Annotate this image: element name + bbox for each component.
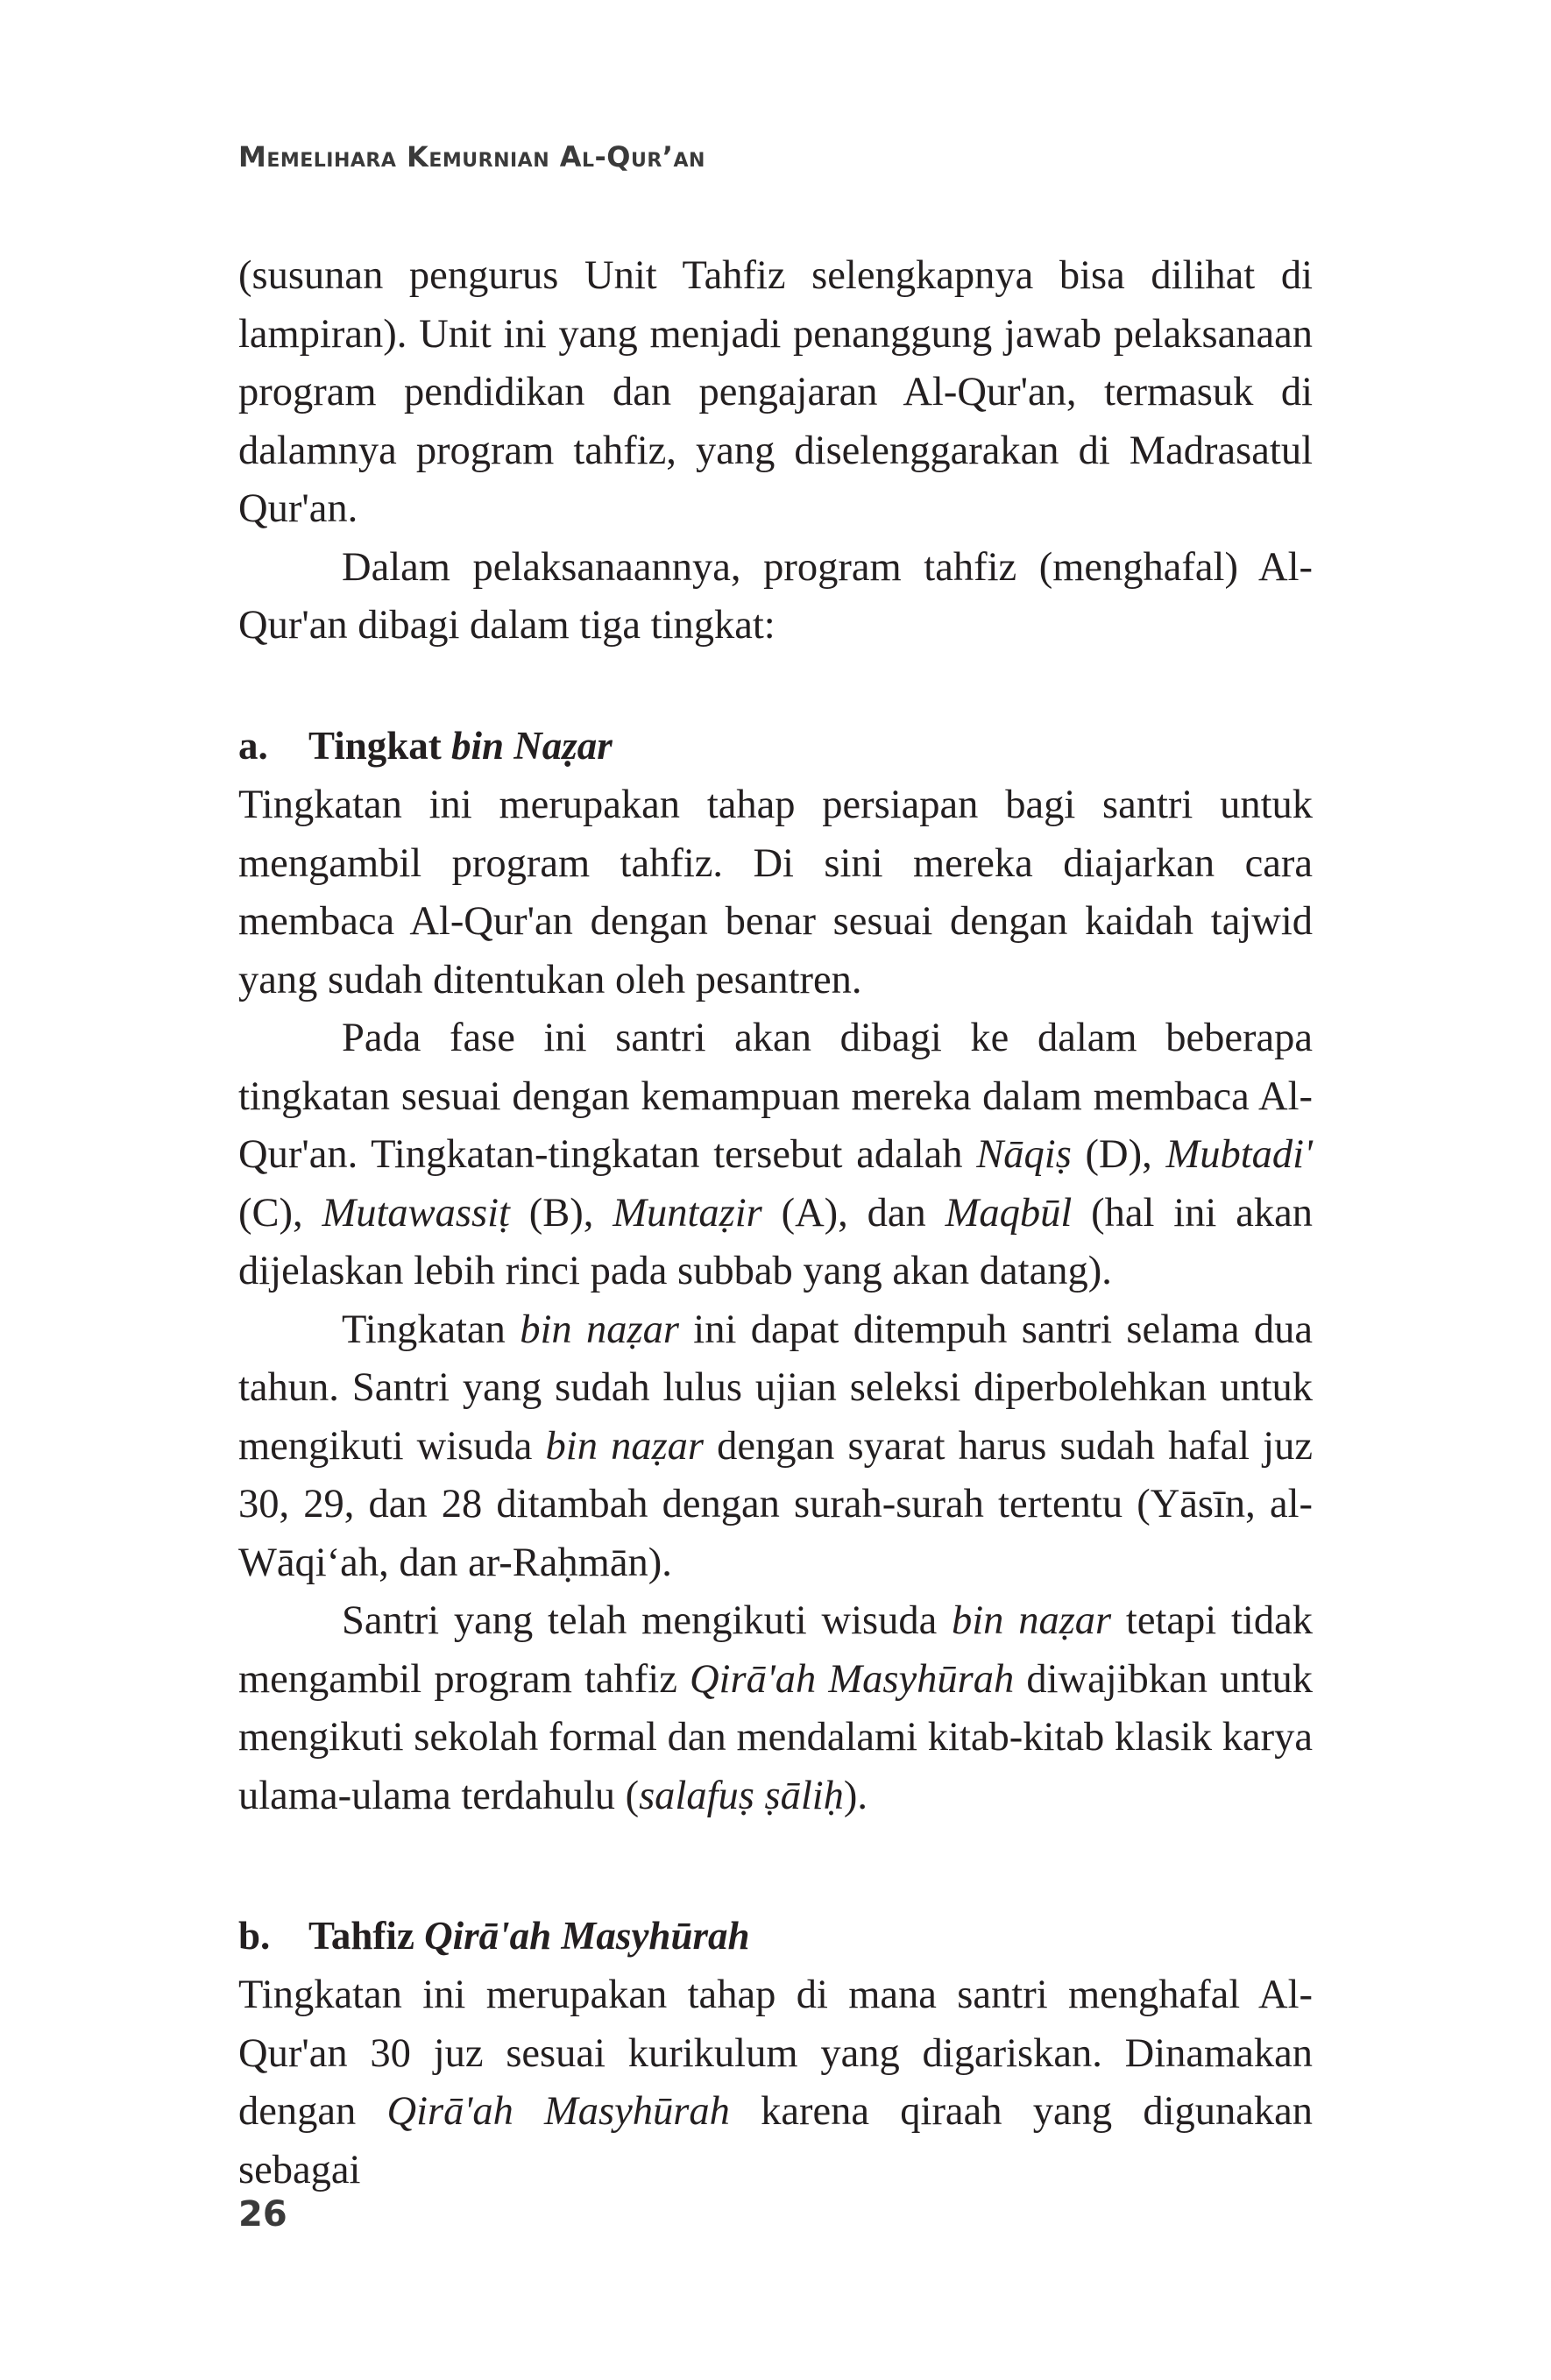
intro-paragraph-1: (susunan pengurus Unit Tahfiz selengkapnya bisa dilihat di lampiran). Unit ini yang menjadi penanggung jawab pelaksanaan program pendidikan dan pengajaran Al-Qur'an, termasuk di dalamnya program tahfiz, yang diselenggarakan di Madrasatul Qur'an. [238,253,1313,531]
section-b-letter: b. [238,1914,271,1958]
section-a-body [238,776,1313,1825]
section-a-paragraph-2: Pada fase ini santri akan dibagi ke dalam beberapa tingkatan sesuai dengan kemampuan mereka dalam membaca Al-Qur'an. Tingkatan-tingkatan tersebut adalah Nāqiṣ (D), Mubtadi' (C), Mutawassiṭ (B), Muntaẓir (A), dan Maqbūl (hal ini akan dijelaskan lebih rinci pada subbab yang akan datang). [238,1016,1313,1293]
section-a-paragraph-4: Santri yang telah mengikuti wisuda bin naẓar tetapi tidak mengambil program tahfiz Qirā'ah Masyhūrah diwajibkan untuk mengikuti sekolah formal dan mendalami kitab-kitab klasik karya ulama-ulama terdahulu (salafuṣ ṣāliḥ). [238,1598,1313,1818]
section-b-heading [238,1907,750,1965]
section-b-body [238,1966,1313,2199]
section-a-paragraph-1: Tingkatan ini merupakan tahap persiapan bagi santri untuk mengambil program tahfiz. Di sini mereka diajarkan cara membaca Al-Qur'an dengan benar sesuai dengan kaidah tajwid yang sudah ditentukan oleh pesantren. [238,783,1313,1002]
running-header: Memelihara Kemurnian Al-Qur’an [238,140,705,174]
section-b-title-plain: Tahfiz [308,1914,425,1958]
section-a-letter: a. [238,724,268,768]
section-b-paragraph-1: Tingkatan ini merupakan tahap di mana santri menghafal Al-Qur'an 30 juz sesuai kurikulum yang digariskan. Dinamakan dengan Qirā'ah Masyhūrah karena qiraah yang digunakan sebagai [238,1973,1314,2192]
section-b-title-italic: Qirā'ah Masyhūrah [424,1914,750,1958]
section-a-title-plain: Tingkat [308,724,451,768]
section-a-paragraph-3: Tingkatan bin naẓar ini dapat ditempuh santri selama dua tahun. Santri yang sudah lulus ujian seleksi diperbolehkan untuk mengikuti wisuda bin naẓar dengan syarat harus sudah hafal juz 30, 29, dan 28 ditambah dengan surah-surah tertentu (Yāsīn, al-Wāqi‘ah, dan ar-Raḥmān). [238,1307,1313,1585]
intro-paragraph-2: Dalam pelaksanaannya, program tahfiz (menghafal) Al-Qur'an dibagi dalam tiga tingkat: [238,544,1313,648]
section-a-heading [238,717,613,775]
section-a-title-italic: bin Naẓar [451,724,613,768]
intro-section [238,247,1313,655]
page-number: 26 [238,2194,287,2235]
